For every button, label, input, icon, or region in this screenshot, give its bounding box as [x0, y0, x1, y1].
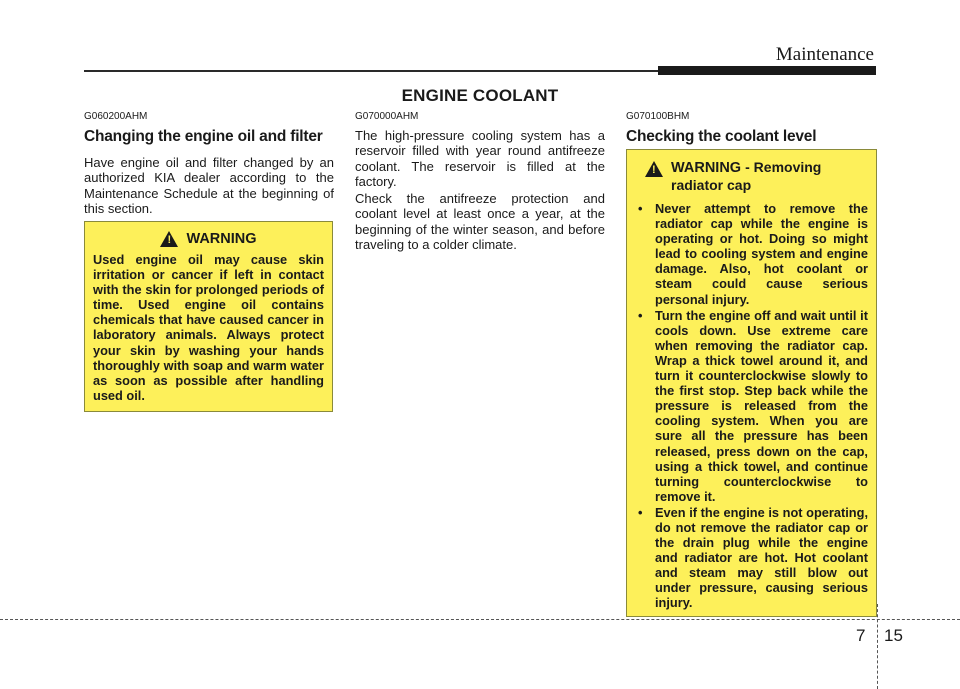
warning-triangle-icon: ! [160, 231, 178, 247]
warning-header [93, 231, 324, 247]
warning-bullet: • Never attempt to remove the radiator cap while the engine is operating or hot. Doing so might lead to cooling system and engine damage. Also, hot coolant or steam could cause serious personal injury. [635, 201, 868, 307]
section-heading: Changing the engine oil and filter [84, 128, 323, 145]
page-number: 15 [884, 626, 903, 645]
warning-box-engine-oil [84, 221, 333, 412]
warning-text: Used engine oil may cause skin irritation or cancer if left in contact with the skin for prolonged periods of time. Used engine oil contains chemicals that have caused cancer in laboratory animals. Always protect your skin by washing your hands thoroughly with soap and warm water as soon as possible after handling used oil. [93, 252, 324, 403]
warning-triangle-icon: ! [645, 161, 663, 177]
warning-bullet: • Turn the engine off and wait until it cools down. Use extreme care when removing the radiator cap. Wrap a thick towel around it, and turn it counterclockwise slowly to the first stop. Step back while the pressure is released from the cooling system. When you are sure all the pressure has been released, press down on the cap, using a thick towel, and continue turning counterclockwise to remove it. [635, 308, 868, 504]
warning-header [645, 159, 868, 195]
warning-bullet: • Even if the engine is not operating, do not remove the radiator cap or the drain plug while the engine and radiator are hot. Hot coolant and steam may still blow out under pressure, causing serious injury. [635, 505, 868, 611]
footer-divider [877, 604, 878, 689]
warning-title [671, 159, 868, 195]
chapter-number: 7 [856, 626, 866, 645]
column-left [84, 111, 334, 216]
column-middle [355, 111, 605, 252]
warning-label: WARNING [186, 231, 257, 247]
header-bar [658, 66, 876, 75]
warning-label: WARNING [671, 160, 742, 176]
body-paragraph: The high-pressure cooling system has a reservoir filled with year round antifreeze coolant. The reservoir is filled at the factory. [355, 128, 605, 189]
section-code: G070000AHM [355, 111, 419, 122]
header-rule [84, 70, 660, 72]
section-title: ENGINE COOLANT [401, 86, 559, 105]
section-heading: Checking the coolant level [626, 128, 817, 145]
body-paragraph: Check the antifreeze protection and coolant level at least once a year, at the beginning of the winter season, and before traveling to a colder climate. [355, 191, 605, 253]
warning-box-radiator-cap [626, 149, 877, 617]
warning-subtitle: - Removing radiator cap [671, 159, 822, 193]
body-paragraph: Have engine oil and filter changed by an authorized KIA dealer according to the Maintenance Schedule at the beginning of this section. [84, 155, 334, 216]
page-header-title: Maintenance [775, 44, 874, 65]
section-code: G070100BHM [626, 111, 690, 122]
footer-rule [0, 619, 960, 620]
section-code: G060200AHM [84, 111, 148, 122]
warning-bullet-list [635, 201, 868, 611]
